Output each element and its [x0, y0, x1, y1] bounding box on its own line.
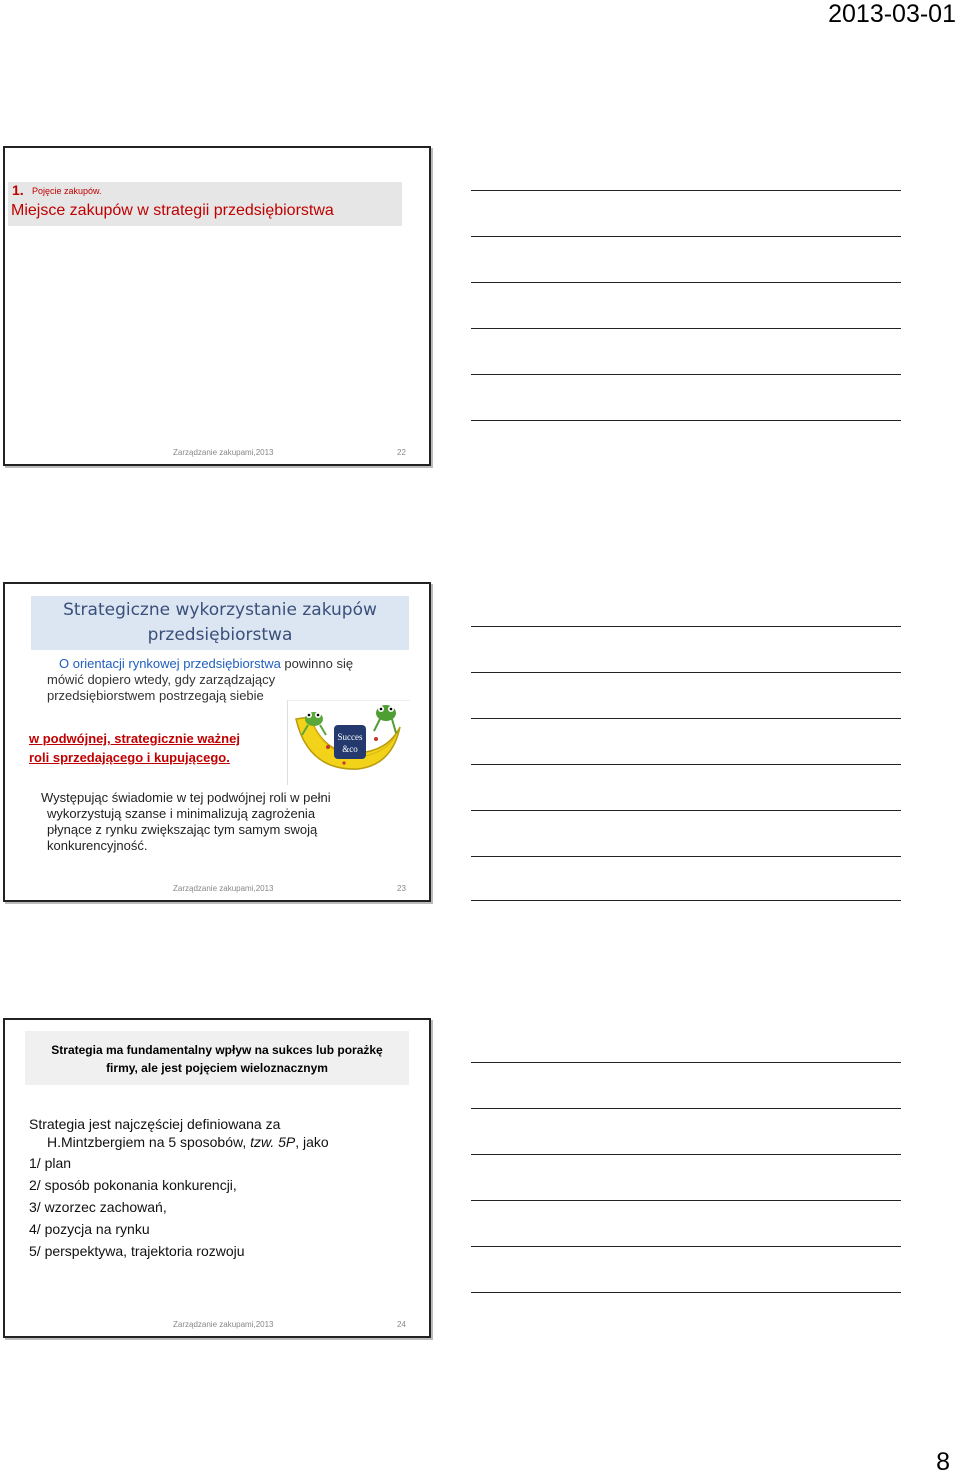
- slide-footer: Zarządzanie zakupami,2013: [173, 1320, 274, 1329]
- list-item: 3/ wzorzec zachowań,: [29, 1199, 167, 1215]
- page-number: 8: [936, 1448, 950, 1476]
- intro-highlight: O orientacji rynkowej przedsiębiorstwa: [59, 656, 281, 671]
- note-line: [471, 856, 901, 857]
- emphasis-line2: roli sprzedającego i kupującego: [29, 750, 227, 765]
- banana-frogs-image: [287, 700, 410, 785]
- note-line: [471, 1154, 901, 1155]
- emphasis-period: .: [226, 750, 230, 765]
- section-subtitle: Pojęcie zakupów.: [32, 186, 102, 196]
- conclusion-line1: Występując świadomie w tej podwójnej roli w pełni: [41, 790, 331, 805]
- list-item: 4/ pozycja na rynku: [29, 1221, 150, 1237]
- section-number: 1.: [12, 182, 24, 198]
- slide-title: [31, 596, 409, 650]
- note-line: [471, 190, 901, 191]
- list-item: 1/ plan: [29, 1155, 72, 1171]
- intro-line1-rest: powinno się: [280, 656, 354, 671]
- note-line: [471, 236, 901, 237]
- note-line: [471, 1108, 901, 1109]
- note-line: [471, 282, 901, 283]
- body-line2c: , jako: [295, 1134, 329, 1150]
- slide-24: [3, 1018, 431, 1338]
- slide-title-line2: firmy, ale jest pojęciem wieloznacznym: [106, 1061, 328, 1075]
- intro-line3: przedsiębiorstwem postrzegają siebie: [47, 688, 264, 703]
- list-item: 5/ perspektywa, trajektoria rozwoju: [29, 1243, 245, 1259]
- note-line: [471, 328, 901, 329]
- image-label-line1: Succes: [337, 732, 363, 742]
- emphasis-text: [29, 729, 285, 767]
- note-line: [471, 1200, 901, 1201]
- note-line: [471, 1062, 901, 1063]
- slide-number: 22: [397, 448, 406, 457]
- list-item: 2/ sposób pokonania konkurencji,: [29, 1177, 237, 1193]
- slide-22: [3, 146, 431, 466]
- note-line: [471, 1292, 901, 1293]
- intro-line2: mówić dopiero wtedy, gdy zarządzający: [47, 672, 276, 687]
- slide-footer: Zarządzanie zakupami,2013: [173, 448, 274, 457]
- conclusion-line4: konkurencyjność.: [47, 838, 148, 853]
- slide-number: 24: [397, 1320, 406, 1329]
- image-label-line2: &co: [342, 744, 358, 754]
- note-line: [471, 900, 901, 901]
- body-line2b: tzw. 5P: [250, 1134, 296, 1150]
- note-line: [471, 420, 901, 421]
- conclusion-line3: płynące z rynku zwiększając tym samym swoją: [47, 822, 318, 837]
- body-line1: Strategia jest najczęściej definiowana za: [29, 1116, 281, 1132]
- slide-title: Miejsce zakupów w strategii przedsiębiorstwa: [11, 202, 334, 219]
- slide-23: [3, 582, 431, 902]
- intro-text: [43, 656, 403, 704]
- slide-body: [29, 1116, 419, 1262]
- slide-number: 23: [397, 884, 406, 893]
- conclusion-line2: wykorzystują szanse i minimalizują zagrożenia: [47, 806, 316, 821]
- body-line2a: H.Mintzbergiem na 5 sposobów,: [47, 1134, 251, 1150]
- note-line: [471, 764, 901, 765]
- slide-title-box: [8, 182, 402, 226]
- note-line: [471, 1246, 901, 1247]
- conclusion-text: [41, 790, 411, 854]
- slide-footer: Zarządzanie zakupami,2013: [173, 884, 274, 893]
- slide-title-line2: przedsiębiorstwa: [147, 625, 293, 645]
- slide-title-line1: Strategiczne wykorzystanie zakupów: [63, 600, 377, 620]
- note-line: [471, 810, 901, 811]
- note-line: [471, 374, 901, 375]
- slide-title: [25, 1031, 409, 1085]
- note-line: [471, 626, 901, 627]
- note-line: [471, 718, 901, 719]
- note-line: [471, 672, 901, 673]
- slide-title-line1: Strategia ma fundamentalny wpływ na sukces lub porażkę: [51, 1043, 383, 1057]
- page-date: 2013-03-01: [828, 0, 956, 28]
- emphasis-line1: w podwójnej, strategicznie ważnej: [29, 731, 240, 746]
